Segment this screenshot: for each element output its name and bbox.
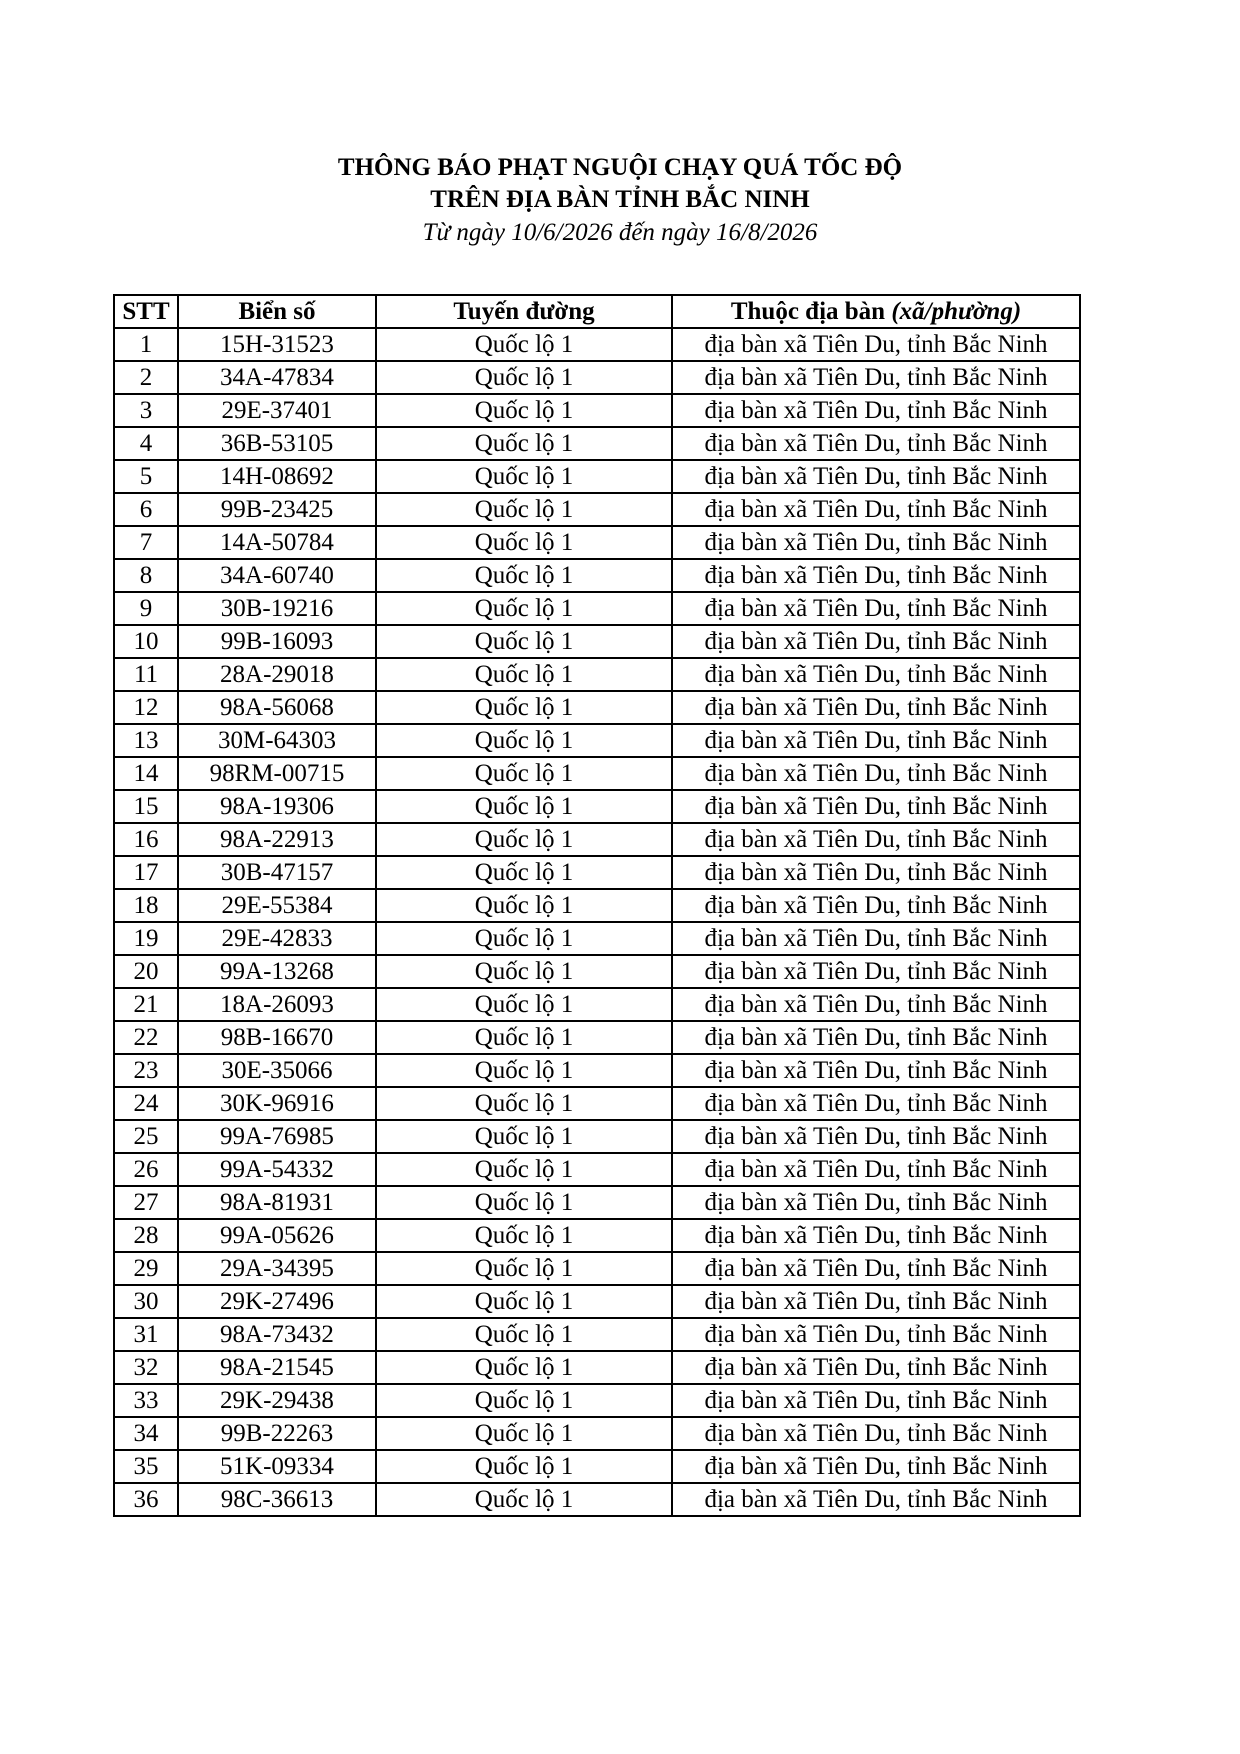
cell-area: địa bàn xã Tiên Du, tỉnh Bắc Ninh	[672, 724, 1080, 757]
table-row	[114, 889, 1080, 922]
cell-road: Quốc lộ 1	[376, 823, 672, 856]
cell-stt: 23	[114, 1054, 178, 1087]
cell-road: Quốc lộ 1	[376, 691, 672, 724]
cell-stt: 18	[114, 889, 178, 922]
cell-plate: 29K-27496	[178, 1285, 376, 1318]
cell-stt: 25	[114, 1120, 178, 1153]
table-row	[114, 592, 1080, 625]
cell-road: Quốc lộ 1	[376, 1417, 672, 1450]
table-row	[114, 922, 1080, 955]
cell-area: địa bàn xã Tiên Du, tỉnh Bắc Ninh	[672, 394, 1080, 427]
table-row	[114, 1120, 1080, 1153]
cell-stt: 7	[114, 526, 178, 559]
cell-area: địa bàn xã Tiên Du, tỉnh Bắc Ninh	[672, 1186, 1080, 1219]
cell-area: địa bàn xã Tiên Du, tỉnh Bắc Ninh	[672, 328, 1080, 361]
table-row	[114, 1087, 1080, 1120]
header-area-italic: (xã/phường)	[891, 298, 1022, 325]
cell-road: Quốc lộ 1	[376, 1483, 672, 1516]
cell-road: Quốc lộ 1	[376, 493, 672, 526]
cell-stt: 12	[114, 691, 178, 724]
cell-stt: 4	[114, 427, 178, 460]
cell-area: địa bàn xã Tiên Du, tỉnh Bắc Ninh	[672, 1384, 1080, 1417]
cell-stt: 32	[114, 1351, 178, 1384]
cell-area: địa bàn xã Tiên Du, tỉnh Bắc Ninh	[672, 856, 1080, 889]
table-row	[114, 1483, 1080, 1516]
table-row	[114, 658, 1080, 691]
cell-road: Quốc lộ 1	[376, 1120, 672, 1153]
cell-area: địa bàn xã Tiên Du, tỉnh Bắc Ninh	[672, 1351, 1080, 1384]
cell-road: Quốc lộ 1	[376, 988, 672, 1021]
cell-road: Quốc lộ 1	[376, 427, 672, 460]
cell-stt: 1	[114, 328, 178, 361]
table-row	[114, 724, 1080, 757]
cell-area: địa bàn xã Tiên Du, tỉnh Bắc Ninh	[672, 1483, 1080, 1516]
table-row	[114, 1351, 1080, 1384]
cell-area: địa bàn xã Tiên Du, tỉnh Bắc Ninh	[672, 1417, 1080, 1450]
cell-stt: 33	[114, 1384, 178, 1417]
table-row	[114, 493, 1080, 526]
cell-plate: 29A-34395	[178, 1252, 376, 1285]
table-row	[114, 856, 1080, 889]
cell-area: địa bàn xã Tiên Du, tỉnh Bắc Ninh	[672, 1450, 1080, 1483]
header-area	[672, 295, 1080, 328]
table-row	[114, 691, 1080, 724]
table-row	[114, 1186, 1080, 1219]
table-row	[114, 1285, 1080, 1318]
table-body	[114, 328, 1080, 1516]
cell-area: địa bàn xã Tiên Du, tỉnh Bắc Ninh	[672, 625, 1080, 658]
cell-stt: 34	[114, 1417, 178, 1450]
cell-stt: 6	[114, 493, 178, 526]
cell-area: địa bàn xã Tiên Du, tỉnh Bắc Ninh	[672, 361, 1080, 394]
cell-road: Quốc lộ 1	[376, 1153, 672, 1186]
table-row	[114, 757, 1080, 790]
cell-stt: 24	[114, 1087, 178, 1120]
cell-area: địa bàn xã Tiên Du, tỉnh Bắc Ninh	[672, 1285, 1080, 1318]
title-line-1: THÔNG BÁO PHẠT NGUỘI CHẠY QUÁ TỐC ĐỘ	[337, 154, 903, 181]
cell-plate: 98RM-00715	[178, 757, 376, 790]
cell-stt: 27	[114, 1186, 178, 1219]
table-row	[114, 328, 1080, 361]
cell-area: địa bàn xã Tiên Du, tỉnh Bắc Ninh	[672, 658, 1080, 691]
cell-stt: 11	[114, 658, 178, 691]
cell-plate: 98A-81931	[178, 1186, 376, 1219]
table-row	[114, 1054, 1080, 1087]
cell-road: Quốc lộ 1	[376, 757, 672, 790]
cell-plate: 99A-05626	[178, 1219, 376, 1252]
header-plate: Biển số	[178, 295, 376, 328]
cell-area: địa bàn xã Tiên Du, tỉnh Bắc Ninh	[672, 493, 1080, 526]
cell-road: Quốc lộ 1	[376, 1450, 672, 1483]
cell-stt: 10	[114, 625, 178, 658]
cell-plate: 99B-16093	[178, 625, 376, 658]
table-row	[114, 988, 1080, 1021]
table-row	[114, 460, 1080, 493]
cell-road: Quốc lộ 1	[376, 460, 672, 493]
table-row	[114, 1153, 1080, 1186]
cell-stt: 9	[114, 592, 178, 625]
cell-plate: 98A-56068	[178, 691, 376, 724]
table-row	[114, 1384, 1080, 1417]
table-row	[114, 1219, 1080, 1252]
cell-road: Quốc lộ 1	[376, 526, 672, 559]
cell-area: địa bàn xã Tiên Du, tỉnh Bắc Ninh	[672, 1120, 1080, 1153]
cell-stt: 16	[114, 823, 178, 856]
cell-plate: 15H-31523	[178, 328, 376, 361]
cell-stt: 15	[114, 790, 178, 823]
table-row	[114, 394, 1080, 427]
cell-road: Quốc lộ 1	[376, 1054, 672, 1087]
cell-area: địa bàn xã Tiên Du, tỉnh Bắc Ninh	[672, 427, 1080, 460]
cell-area: địa bàn xã Tiên Du, tỉnh Bắc Ninh	[672, 790, 1080, 823]
cell-road: Quốc lộ 1	[376, 1219, 672, 1252]
cell-plate: 30E-35066	[178, 1054, 376, 1087]
cell-area: địa bàn xã Tiên Du, tỉnh Bắc Ninh	[672, 757, 1080, 790]
cell-plate: 30B-47157	[178, 856, 376, 889]
cell-area: địa bàn xã Tiên Du, tỉnh Bắc Ninh	[672, 823, 1080, 856]
cell-plate: 99A-54332	[178, 1153, 376, 1186]
header-stt: STT	[114, 295, 178, 328]
cell-stt: 5	[114, 460, 178, 493]
cell-road: Quốc lộ 1	[376, 559, 672, 592]
cell-stt: 21	[114, 988, 178, 1021]
cell-road: Quốc lộ 1	[376, 889, 672, 922]
cell-area: địa bàn xã Tiên Du, tỉnh Bắc Ninh	[672, 1087, 1080, 1120]
cell-road: Quốc lộ 1	[376, 1318, 672, 1351]
cell-area: địa bàn xã Tiên Du, tỉnh Bắc Ninh	[672, 526, 1080, 559]
table-row	[114, 625, 1080, 658]
cell-plate: 98A-21545	[178, 1351, 376, 1384]
table-row	[114, 823, 1080, 856]
cell-road: Quốc lộ 1	[376, 1351, 672, 1384]
document-header	[0, 152, 1240, 250]
cell-plate: 28A-29018	[178, 658, 376, 691]
cell-area: địa bàn xã Tiên Du, tỉnh Bắc Ninh	[672, 592, 1080, 625]
cell-plate: 98A-19306	[178, 790, 376, 823]
cell-road: Quốc lộ 1	[376, 1384, 672, 1417]
cell-stt: 20	[114, 955, 178, 988]
violations-table	[113, 294, 1081, 1517]
cell-stt: 26	[114, 1153, 178, 1186]
cell-plate: 99B-22263	[178, 1417, 376, 1450]
cell-road: Quốc lộ 1	[376, 1285, 672, 1318]
table-row	[114, 1252, 1080, 1285]
cell-plate: 30M-64303	[178, 724, 376, 757]
cell-plate: 51K-09334	[178, 1450, 376, 1483]
table-row	[114, 1318, 1080, 1351]
cell-stt: 28	[114, 1219, 178, 1252]
table-row	[114, 1417, 1080, 1450]
cell-plate: 98C-36613	[178, 1483, 376, 1516]
cell-stt: 36	[114, 1483, 178, 1516]
table-row	[114, 559, 1080, 592]
cell-plate: 14A-50784	[178, 526, 376, 559]
cell-area: địa bàn xã Tiên Du, tỉnh Bắc Ninh	[672, 1021, 1080, 1054]
cell-road: Quốc lộ 1	[376, 1252, 672, 1285]
table-row	[114, 790, 1080, 823]
cell-area: địa bàn xã Tiên Du, tỉnh Bắc Ninh	[672, 1153, 1080, 1186]
cell-stt: 19	[114, 922, 178, 955]
cell-stt: 35	[114, 1450, 178, 1483]
cell-road: Quốc lộ 1	[376, 658, 672, 691]
cell-plate: 29E-42833	[178, 922, 376, 955]
cell-road: Quốc lộ 1	[376, 625, 672, 658]
cell-stt: 2	[114, 361, 178, 394]
cell-plate: 29E-37401	[178, 394, 376, 427]
cell-plate: 36B-53105	[178, 427, 376, 460]
cell-stt: 8	[114, 559, 178, 592]
cell-area: địa bàn xã Tiên Du, tỉnh Bắc Ninh	[672, 1318, 1080, 1351]
cell-road: Quốc lộ 1	[376, 592, 672, 625]
cell-plate: 34A-47834	[178, 361, 376, 394]
cell-area: địa bàn xã Tiên Du, tỉnh Bắc Ninh	[672, 922, 1080, 955]
table-row	[114, 955, 1080, 988]
table-row	[114, 1450, 1080, 1483]
cell-area: địa bàn xã Tiên Du, tỉnh Bắc Ninh	[672, 460, 1080, 493]
table-row	[114, 1021, 1080, 1054]
cell-area: địa bàn xã Tiên Du, tỉnh Bắc Ninh	[672, 559, 1080, 592]
cell-area: địa bàn xã Tiên Du, tỉnh Bắc Ninh	[672, 955, 1080, 988]
cell-stt: 30	[114, 1285, 178, 1318]
cell-plate: 99A-76985	[178, 1120, 376, 1153]
cell-stt: 13	[114, 724, 178, 757]
cell-area: địa bàn xã Tiên Du, tỉnh Bắc Ninh	[672, 988, 1080, 1021]
table-row	[114, 427, 1080, 460]
cell-area: địa bàn xã Tiên Du, tỉnh Bắc Ninh	[672, 691, 1080, 724]
cell-plate: 30B-19216	[178, 592, 376, 625]
cell-stt: 3	[114, 394, 178, 427]
cell-plate: 98A-73432	[178, 1318, 376, 1351]
cell-area: địa bàn xã Tiên Du, tỉnh Bắc Ninh	[672, 889, 1080, 922]
cell-road: Quốc lộ 1	[376, 1087, 672, 1120]
cell-stt: 31	[114, 1318, 178, 1351]
cell-stt: 22	[114, 1021, 178, 1054]
cell-stt: 29	[114, 1252, 178, 1285]
cell-road: Quốc lộ 1	[376, 724, 672, 757]
cell-plate: 99B-23425	[178, 493, 376, 526]
cell-plate: 98B-16670	[178, 1021, 376, 1054]
table-row	[114, 361, 1080, 394]
header-road: Tuyến đường	[376, 295, 672, 328]
cell-road: Quốc lộ 1	[376, 856, 672, 889]
table-header-row	[114, 295, 1080, 328]
cell-plate: 14H-08692	[178, 460, 376, 493]
cell-area: địa bàn xã Tiên Du, tỉnh Bắc Ninh	[672, 1252, 1080, 1285]
cell-plate: 98A-22913	[178, 823, 376, 856]
cell-road: Quốc lộ 1	[376, 790, 672, 823]
cell-road: Quốc lộ 1	[376, 361, 672, 394]
header-area-main: Thuộc địa bàn	[730, 298, 892, 325]
cell-road: Quốc lộ 1	[376, 1186, 672, 1219]
cell-area: địa bàn xã Tiên Du, tỉnh Bắc Ninh	[672, 1219, 1080, 1252]
cell-plate: 30K-96916	[178, 1087, 376, 1120]
cell-plate: 18A-26093	[178, 988, 376, 1021]
cell-road: Quốc lộ 1	[376, 922, 672, 955]
cell-stt: 17	[114, 856, 178, 889]
date-range: Từ ngày 10/6/2026 đến ngày 16/8/2026	[422, 219, 818, 246]
title-line-2: TRÊN ĐỊA BÀN TỈNH BẮC NINH	[430, 186, 810, 213]
cell-road: Quốc lộ 1	[376, 328, 672, 361]
cell-plate: 34A-60740	[178, 559, 376, 592]
cell-road: Quốc lộ 1	[376, 1021, 672, 1054]
cell-stt: 14	[114, 757, 178, 790]
cell-road: Quốc lộ 1	[376, 955, 672, 988]
table-row	[114, 526, 1080, 559]
cell-plate: 99A-13268	[178, 955, 376, 988]
cell-road: Quốc lộ 1	[376, 394, 672, 427]
cell-plate: 29E-55384	[178, 889, 376, 922]
cell-area: địa bàn xã Tiên Du, tỉnh Bắc Ninh	[672, 1054, 1080, 1087]
cell-plate: 29K-29438	[178, 1384, 376, 1417]
